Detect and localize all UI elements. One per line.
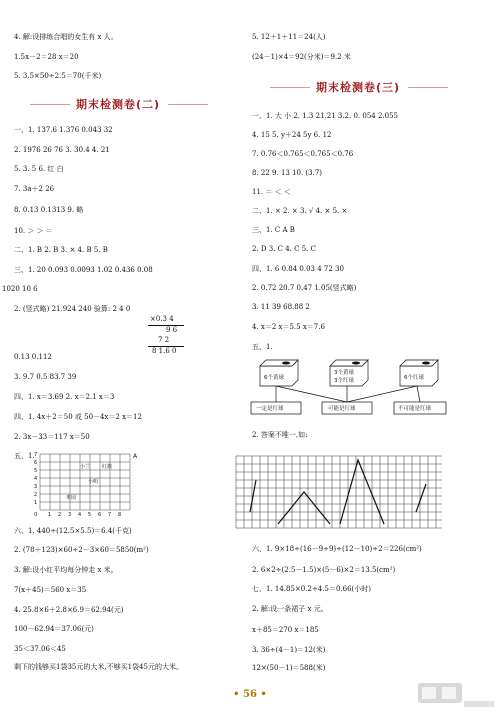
answer-line: 一、1. 137.6 1.376 0.043 32: [14, 126, 113, 134]
vertical-calc-row: 9 6: [166, 326, 178, 334]
place-label: 小明: [88, 479, 99, 485]
answer-line: 二、1. × 2. × 3. √ 4. × 5. ×: [252, 207, 348, 215]
place-label: 枣园: [66, 495, 77, 501]
x-tick: 6: [98, 512, 102, 518]
answer-line: 4. 25.8×6＋2.8×6.9＝62.94(元): [14, 606, 124, 614]
heading-rule: [168, 104, 208, 105]
answer-line: 7. 0.76＜0.765＜0.76̇5＜0.7̇6: [252, 150, 354, 158]
answer-line: 35＜37.06＜45: [14, 645, 66, 653]
section-heading: 期末检测卷(三): [316, 81, 401, 94]
answer-line: 3. 11 39 68.88 2: [252, 303, 310, 311]
outcome-label: 一定是红球: [256, 406, 284, 412]
box-label: 6个红球: [404, 375, 424, 381]
answer-line: 0.13 0.112: [14, 353, 52, 361]
answer-line: 四、1. 4x＋2＝50 或 50－4x＝2 x＝12: [14, 413, 142, 421]
answer-line: 100－62.94＝37.06(元): [14, 625, 94, 633]
answer-line: 2. 0.72 20.7 0.47 1.05(竖式略): [252, 284, 357, 292]
point-a-label: A: [133, 453, 138, 460]
answer-line: 10. ＞ ＞ ＝: [14, 227, 53, 235]
answer-line: 六、1. 440÷(12.5×5.5)＝6.4(千克): [14, 527, 132, 535]
x-tick: 7: [108, 512, 112, 518]
answer-line: 一、1. 大 小 2. 1.3 21.21 3.2. 0. 054 2.055: [252, 112, 398, 120]
answer-line: 8. 22 9. 13 10. (3.7): [252, 169, 323, 177]
answer-line: 三、1. C A B: [252, 226, 295, 234]
heading-rule: [270, 87, 310, 88]
answer-line: 1020 10 6: [2, 285, 38, 293]
answer-line: 2. 1976 26 76 3. 30.4 4. 21: [14, 146, 110, 154]
section-heading: 期末检测卷(二): [76, 98, 161, 111]
outcome-label: 不可能是红球: [398, 406, 432, 412]
answer-line: 4. x＝2 x＝5.5 x＝7.6: [252, 323, 325, 331]
answer-line: 12×(50－1)＝588(米): [252, 664, 326, 672]
answer-line: 5. 3. 5 6. 红 白: [14, 165, 64, 173]
answer-line: 2. (竖式略) 21.924 240 验算: 2 4 0: [14, 305, 131, 313]
answer-line: 11. ＝ ＜ ＜: [252, 188, 291, 196]
x-tick: 8: [118, 512, 122, 518]
answer-line: 三、1. 20 0.093 0.0093 1.02 0.436 0.08: [14, 266, 153, 274]
vertical-calc-row: ×0.3 4: [150, 315, 174, 323]
answer-line: 7. 3a＋2 26: [14, 185, 55, 193]
vertical-calc-row: 8 1.6 0: [152, 347, 177, 355]
answer-line: 1.5x－2＝28 x＝20: [14, 53, 79, 61]
answer-line: 四、1. 6 0.84 0.03 4 72 30: [252, 265, 344, 273]
y-tick: 5: [34, 468, 38, 474]
grid-prefix: 五、1.: [14, 452, 35, 460]
x-tick: 1: [48, 512, 52, 518]
answer-line: 六、1. 9×18÷(16－9÷9)÷(12－10)÷2＝226(cm²): [252, 545, 422, 553]
y-tick: 2: [34, 492, 38, 498]
y-tick: 1: [34, 500, 38, 506]
heading-rule: [30, 104, 70, 105]
heading-rule: [408, 87, 448, 88]
y-tick: 4: [34, 476, 38, 482]
answer-line: 4. 解:设排练合唱的女生有 x 人。: [14, 33, 118, 41]
vertical-calc-row: 7 2: [158, 336, 170, 344]
answer-line: x＋85＝270 x＝185: [252, 626, 319, 634]
answer-line: 4. 15 5. y＋24 5y 6. 12: [252, 131, 332, 139]
y-tick: 7: [34, 452, 38, 458]
watermark-logo: [416, 681, 496, 711]
box-label: 6个黄球: [264, 375, 284, 381]
x-tick: 4: [78, 512, 82, 518]
answer-line: 2. 解:设一条裙子 x 元。: [252, 605, 328, 613]
answer-line: 5. 12＋1＋11＝24(人): [252, 33, 326, 41]
answer-line: 七、1. 14.85×0.2÷4.5＝0.66(小时): [252, 585, 371, 593]
box-label: 3个黄球: [334, 370, 354, 376]
answer-line: 2. D 3. C 4. C 5. C: [252, 245, 316, 253]
x-tick: 3: [68, 512, 72, 518]
answer-line: 2. 答案不唯一,如:: [252, 431, 308, 439]
answer-line: (24－1)×4＝92(分米)＝9.2 米: [252, 53, 351, 61]
answer-line: 3. 9.7 0.5 83.7 39: [14, 373, 77, 381]
answer-line: 2. (78＋123)×60÷2－3×60＝5850(m²): [14, 546, 149, 554]
ball-box-diagram: [250, 356, 450, 416]
answer-line: 8. 0.13 0.1313 9. 略: [14, 206, 84, 214]
drawing-grid: [232, 452, 442, 532]
answer-line: 3. 解:设小红平均每分钟走 x 米。: [14, 566, 118, 574]
answer-line: 四、1. x＝3.69 2. x＝2.1 x＝3: [14, 393, 115, 401]
answer-line: 7(x＋45)＝560 x＝35: [14, 586, 87, 594]
answer-line: 剩下的钱够买1袋35元的大米,不够买1袋45元的大米。: [14, 663, 183, 671]
place-label: 红旗: [102, 464, 113, 470]
box-label: 3个红球: [334, 378, 354, 384]
answer-line: 五、1.: [252, 343, 273, 351]
answer-line: 3. 36÷(4－1)＝12(米): [252, 646, 326, 654]
answer-line: 2. 6×2÷(2.5－1.5)×(5－6)×2＝13.5(cm²): [252, 566, 396, 574]
y-tick: 0: [34, 512, 38, 518]
y-tick: 3: [34, 484, 38, 490]
x-tick: 5: [88, 512, 92, 518]
answer-line: 2. 3x－33＝117 x＝50: [14, 433, 90, 441]
outcome-label: 可能是红球: [328, 406, 356, 412]
place-label: 小兰: [80, 464, 91, 470]
answer-line: 5. 3.5×50÷2.5＝70(千米): [14, 72, 102, 80]
coordinate-grid: [30, 450, 150, 522]
x-tick: 2: [58, 512, 62, 518]
page-number: • 56 •: [233, 689, 267, 700]
y-tick: 6: [34, 460, 38, 466]
answer-line: 二、1. B 2. B 3. × 4. B 5. B: [14, 246, 108, 254]
